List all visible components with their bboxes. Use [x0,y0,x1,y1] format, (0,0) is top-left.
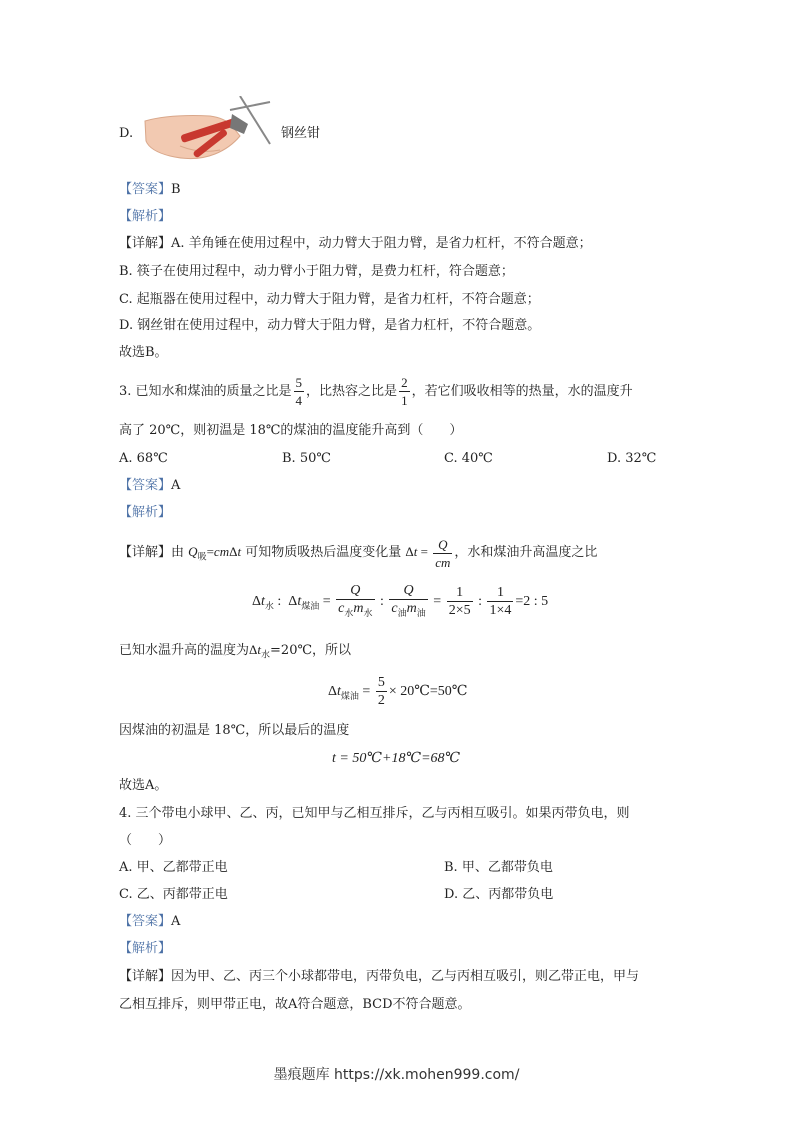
q4-option-b: B. 甲、乙都带负电 [444,860,553,875]
detail-tag: 【详解】 [119,969,172,984]
frac-num: 2 [401,375,408,390]
equation-kerosene-rise: $\Delta t_{煤油}$ = $\frac{5}{2}$ × 20℃=50℃ [328,675,468,709]
q3-analysis-tag: 【解析】 [119,505,172,520]
fraction-mass-ratio [294,374,305,409]
answer-tag: 【答案】 [119,478,172,493]
q3-stem-a: 3. 已知水和煤油的质量之比是 [119,384,292,399]
answer-value: A [171,478,181,493]
formula-dt-q-cm: Δt = $\frac{Q}{cm}$ [405,536,451,570]
q4-detail-line2: 乙相互排斥，则甲带正电，故A符合题意，BCD不符合题意。 [119,997,471,1012]
known-text: 已知水温升高的温度为 [119,643,250,658]
q3-option-c: C. 40℃ [444,451,493,466]
q2-line-c: C. 起瓶器在使用过程中，动力臂大于阻力臂，是省力杠杆，不符合题意； [119,292,540,307]
equation-ratio: $\Delta t_水$ : $\Delta t_{煤油}$ = $\frac{Q}{c_水m_水}$ : $\frac{Q}{c_油m_油}$ = $\frac{1}{2\times 5}$ : $\frac{1}{1\times 4}$ =2 : 5 [252,582,549,619]
formula-q-cm-dt: $Q_吸=cm\Delta t$ [188,544,242,562]
equation-final-temp: t = 50℃+18℃=68℃ [332,751,461,766]
answer-tag: 【答案】 [119,914,172,929]
option-d-caption: 钢丝钳 [281,126,321,141]
fraction-heat-ratio [399,374,410,409]
frac-den: 1 [401,393,408,408]
q2-analysis-tag: 【解析】 [119,209,172,224]
q3-init-line: 因煤油的初温是 18℃，所以最后的温度 [119,723,350,738]
q4-detail-line1 [119,969,639,985]
known-value: =20℃，所以 [270,643,352,658]
q4-option-c: C. 乙、丙都带正电 [119,887,228,902]
q4-answer [119,914,180,930]
eq2-result: × 20℃=50℃ [388,684,468,699]
detail-b: 可知物质吸热后温度变化量 [245,545,402,560]
frac-den: 4 [295,393,303,408]
q4-option-a: A. 甲、乙都带正电 [119,860,228,875]
q3-stem-b: ，比热容之比是 [306,384,398,399]
q4-analysis-tag: 【解析】 [119,941,172,956]
q4-stem-line2: （ ） [119,833,172,848]
eq1-result: =2 : 5 [515,594,549,609]
detail-text: A. 羊角锤在使用过程中，动力臂大于阻力臂，是省力杠杆，不符合题意； [171,236,592,251]
footer-watermark: 墨痕题库 https://xk.mohen999.com/ [273,1067,520,1083]
q3-option-d: D. 32℃ [607,451,657,466]
q3-conclusion: 故选A。 [119,778,168,793]
detail-text: 因为甲、乙、丙三个小球都带电，丙带负电，乙与丙相互吸引，则乙带正电，甲与 [171,969,640,984]
detail-c: ，水和煤油升高温度之比 [454,545,598,560]
answer-value: A [171,914,181,929]
q2-detail-line [119,236,592,252]
option-d-label: D. [119,126,134,141]
answer-tag: 【答案】 [119,182,172,197]
detail-a: 由 [171,545,185,560]
q3-stem-c: ，若它们吸收相等的热量，水的温度升 [411,384,633,399]
q3-option-a: A. 68℃ [119,451,168,466]
q2-line-d: D. 钢丝钳在使用过程中，动力臂大于阻力臂，是省力杠杆，不符合题意。 [119,318,541,333]
q2-answer [119,182,181,198]
q3-answer [119,478,180,494]
q3-known-line: 已知水温升高的温度为$\Delta t_水=20℃$，所以 [119,642,352,660]
q3-stem-line2: 高了 20℃，则初温是 18℃的煤油的温度能升高到（ ） [119,423,463,438]
q3-detail-line [119,534,597,575]
frac-num: 5 [295,375,303,390]
q2-line-b: B. 筷子在使用过程中，动力臂小于阻力臂，是费力杠杆，符合题意； [119,264,514,279]
q4-option-d: D. 乙、丙都带负电 [444,887,554,902]
detail-tag: 【详解】 [119,236,172,251]
q3-option-b: B. 50℃ [282,451,331,466]
pliers-hand-icon [140,96,280,170]
q4-stem-line1: 4. 三个带电小球甲、乙、丙，已知甲与乙相互排斥，乙与丙相互吸引。如果丙带负电，则 [119,806,630,821]
q3-stem-line1 [119,374,633,410]
answer-value: B [171,182,181,197]
q2-conclusion: 故选B。 [119,345,168,360]
detail-tag: 【详解】 [119,545,172,560]
pliers-illustration [140,96,280,170]
